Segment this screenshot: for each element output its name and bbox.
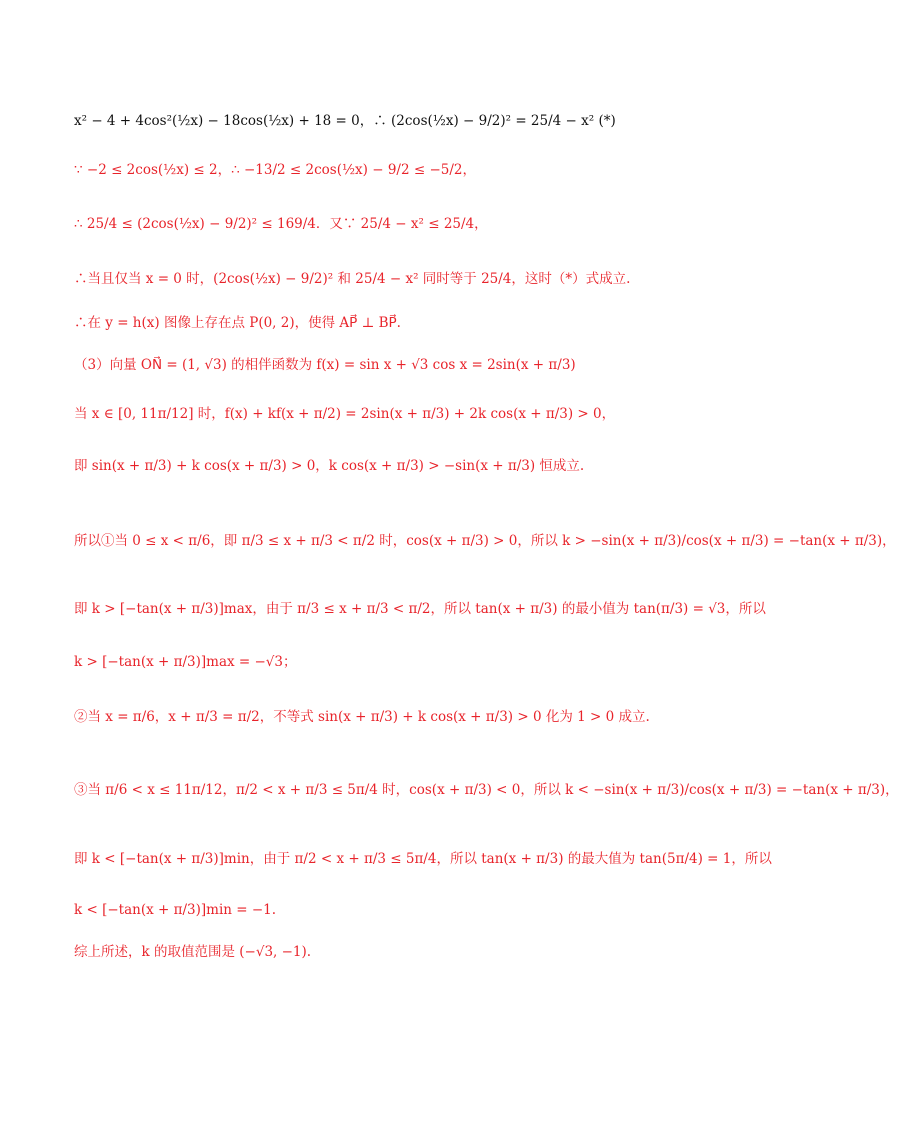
case3-result-line: k < [−tan(x + π/3)]min = −1.: [74, 902, 277, 918]
case3-line: ③当 π/6 < x ≤ 11π/12，π/2 < x + π/3 ≤ 5π/4 时，cos(x + π/3) < 0，所以 k < −sin(x + π/3)/cos(x + π/3) = −tan(x + π/3)，: [74, 782, 899, 798]
case2-line: ②当 x = π/6，x + π/3 = π/2，不等式 sin(x + π/3) + k cos(x + π/3) > 0 化为 1 > 0 成立.: [74, 709, 650, 725]
conclusion-line-5: ∴在 y = h(x) 图像上存在点 P(0, 2)，使得 AP⃗ ⊥ BP⃗.: [74, 315, 401, 331]
equation-line-1: x² − 4 + 4cos²(½x) − 18cos(½x) + 18 = 0，∴ (2cos(½x) − 9/2)² = 25/4 − x² (*): [74, 113, 616, 129]
inequality-line-2: ∵ −2 ≤ 2cos(½x) ≤ 2，∴ −13/2 ≤ 2cos(½x) − 9/2 ≤ −5/2，: [74, 162, 476, 178]
case1-line: 所以①当 0 ≤ x < π/6，即 π/3 ≤ x + π/3 < π/2 时，cos(x + π/3) > 0，所以 k > −sin(x + π/3)/cos(x + π/3) = −tan(x + π/3)，: [74, 533, 896, 549]
condition-line-4: ∴当且仅当 x = 0 时，(2cos(½x) − 9/2)² 和 25/4 − x² 同时等于 25/4，这时（*）式成立.: [74, 271, 631, 287]
case3-min-line: 即 k < [−tan(x + π/3)]min，由于 π/2 < x + π/3 ≤ 5π/4，所以 tan(x + π/3) 的最大值为 tan(5π/4) = 1，所以: [74, 851, 772, 867]
summary-line: 综上所述，k 的取值范围是 (−√3, −1).: [74, 944, 312, 960]
part3-vector-line: （3）向量 ON⃗ = (1, √3) 的相伴函数为 f(x) = sin x + √3 cos x = 2sin(x + π/3): [74, 357, 576, 373]
case1-max-line: 即 k > [−tan(x + π/3)]max，由于 π/3 ≤ x + π/3 < π/2，所以 tan(x + π/3) 的最小值为 tan(π/3) = √3，所以: [74, 601, 766, 617]
part3-domain-line: 当 x ∈ [0, 11π/12] 时，f(x) + kf(x + π/2) = 2sin(x + π/3) + 2k cos(x + π/3) > 0，: [74, 406, 616, 422]
case1-result-line: k > [−tan(x + π/3)]max = −√3；: [74, 654, 297, 670]
part3-inequality-line: 即 sin(x + π/3) + k cos(x + π/3) > 0，k cos(x + π/3) > −sin(x + π/3) 恒成立.: [74, 458, 585, 474]
inequality-line-3: ∴ 25/4 ≤ (2cos(½x) − 9/2)² ≤ 169/4．又∵ 25/4 − x² ≤ 25/4，: [74, 216, 488, 232]
